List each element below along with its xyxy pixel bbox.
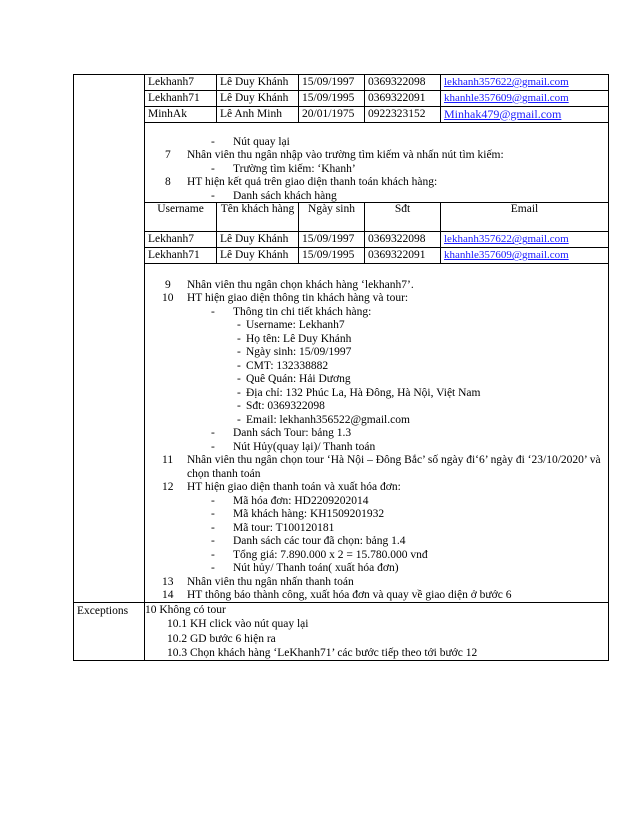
header-email: Email <box>441 203 609 232</box>
cell-dob: 20/01/1975 <box>299 106 365 122</box>
exceptions-cell <box>145 602 609 661</box>
detail-item: - Địa chỉ: 132 Phúc La, Hà Đông, Hà Nội, Việt Nam <box>237 386 481 399</box>
flow-steps-a <box>145 123 608 203</box>
table-header-row <box>145 203 609 232</box>
cell-username: MinhAk <box>145 106 217 122</box>
detail-item: - CMT: 132338882 <box>237 359 329 372</box>
invoice-item: - Mã khách hàng: KH1509201932 <box>211 508 385 521</box>
detail-item: - Quê Quán: Hải Dương <box>237 373 351 386</box>
exception-title: 10 Không có tour <box>145 603 226 616</box>
cell-name: Lê Duy Khánh <box>217 232 299 248</box>
flow-label-cell <box>74 75 145 603</box>
exception-item: 10.2 GD bước 6 hiện ra <box>167 632 276 645</box>
bullet-search-field: - Trường tìm kiếm: ‘Khanh’ <box>211 162 356 175</box>
exception-item: 10.1 KH click vào nút quay lại <box>167 618 309 631</box>
use-case-table <box>73 74 609 661</box>
step-11-cont: chọn thanh toán <box>187 467 261 480</box>
email-link[interactable]: khanhle357609@gmail.com <box>444 91 569 104</box>
cell-name: Lê Duy Khánh <box>217 248 299 264</box>
email-link[interactable]: khanhle357609@gmail.com <box>444 249 569 262</box>
cell-phone: 0922323152 <box>365 106 441 122</box>
cell-phone: 0369322091 <box>365 248 441 264</box>
step-14: 14 HT thông báo thành công, xuất hóa đơn và quay về giao diện ở bước 6 <box>162 589 512 602</box>
cell-dob: 15/09/1997 <box>299 75 365 90</box>
invoice-item: - Danh sách các tour đã chọn: bảng 1.4 <box>211 535 406 548</box>
step-10: 10 HT hiện giao diện thông tin khách hàng và tour: <box>162 292 409 305</box>
table-row[interactable] <box>145 248 609 264</box>
detail-item: - Họ tên: Lê Duy Khánh <box>237 332 352 345</box>
cell-dob: 15/09/1995 <box>299 248 365 264</box>
cell-phone: 0369322098 <box>365 75 441 90</box>
header-username: Username <box>145 203 217 232</box>
cell-phone: 0369322098 <box>365 232 441 248</box>
step-9: 9 Nhân viên thu ngân chọn khách hàng ‘lekhanh7’. <box>165 278 414 291</box>
step-7: 7 Nhân viên thu ngân nhập vào trường tìm kiếm và nhấn nút tìm kiếm: <box>165 149 504 162</box>
detail-item: - Email: lekhanh356522@gmail.com <box>237 413 410 426</box>
email-link[interactable]: lekhanh357622@gmail.com <box>444 76 569 88</box>
cell-name: Lê Duy Khánh <box>217 75 299 90</box>
cell-name: Lê Anh Minh <box>217 106 299 122</box>
cell-username: Lekhanh71 <box>145 248 217 264</box>
cell-username: Lekhanh71 <box>145 90 217 106</box>
table-row[interactable] <box>145 232 609 248</box>
flow-steps-b <box>145 264 608 602</box>
table-row <box>145 75 609 90</box>
flow-content-cell <box>145 75 609 603</box>
cell-phone: 0369322091 <box>365 90 441 106</box>
customer-table-results <box>144 202 609 264</box>
exception-item: 10.3 Chọn khách hàng ‘LeKhanh71’ các bước tiếp theo tới bước 12 <box>167 647 478 659</box>
invoice-item: - Tổng giá: 7.890.000 x 2 = 15.780.000 vnđ <box>211 548 428 561</box>
table-row <box>145 106 609 122</box>
detail-item: - Username: Lekhanh7 <box>237 319 345 332</box>
header-name: Tên khách hàng <box>217 203 299 232</box>
invoice-item: - Mã tour: T100120181 <box>211 521 335 534</box>
detail-item: - Ngày sinh: 15/09/1997 <box>237 346 352 359</box>
email-link[interactable]: lekhanh357622@gmail.com <box>444 233 569 246</box>
cell-dob: 15/09/1995 <box>299 90 365 106</box>
invoice-item: - Mã hóa đơn: HD2209202014 <box>211 494 369 507</box>
invoice-item: - Nút hủy/ Thanh toán( xuất hóa đơn) <box>211 562 399 575</box>
cell-username: Lekhanh7 <box>145 232 217 248</box>
bullet-cancel-pay: - Nút Hủy(quay lại)/ Thanh toán <box>211 440 376 453</box>
bullet-tour-list: - Danh sách Tour: bảng 1.3 <box>211 427 352 440</box>
step-11: 11 Nhân viên thu ngân chọn tour ‘Hà Nội – Đông Bắc’ số ngày đi‘6’ ngày đi ‘23/10/2020’ và <box>162 454 601 467</box>
header-dob: Ngày sinh <box>299 203 365 232</box>
step-13: 13 Nhân viên thu ngân nhấn thanh toán <box>162 575 354 588</box>
customer-table-initial <box>144 75 609 123</box>
cell-dob: 15/09/1997 <box>299 232 365 248</box>
cell-username: Lekhanh7 <box>145 75 217 90</box>
bullet-detail-title: - Thông tin chi tiết khách hàng: <box>211 305 372 318</box>
email-link[interactable]: Minhak479@gmail.com <box>444 106 562 121</box>
header-phone: Sđt <box>365 203 441 232</box>
cell-name: Lê Duy Khánh <box>217 90 299 106</box>
exceptions-label: Exceptions <box>74 602 145 661</box>
bullet-back-button: - Nút quay lại <box>211 135 290 148</box>
step-8: 8 HT hiện kết quả trên giao diện thanh toán khách hàng: <box>165 176 438 189</box>
table-row <box>145 90 609 106</box>
detail-item: - Sđt: 0369322098 <box>237 400 325 413</box>
bullet-customer-list: - Danh sách khách hàng <box>211 189 337 202</box>
step-12: 12 HT hiện giao diện thanh toán và xuất hóa đơn: <box>162 481 401 494</box>
